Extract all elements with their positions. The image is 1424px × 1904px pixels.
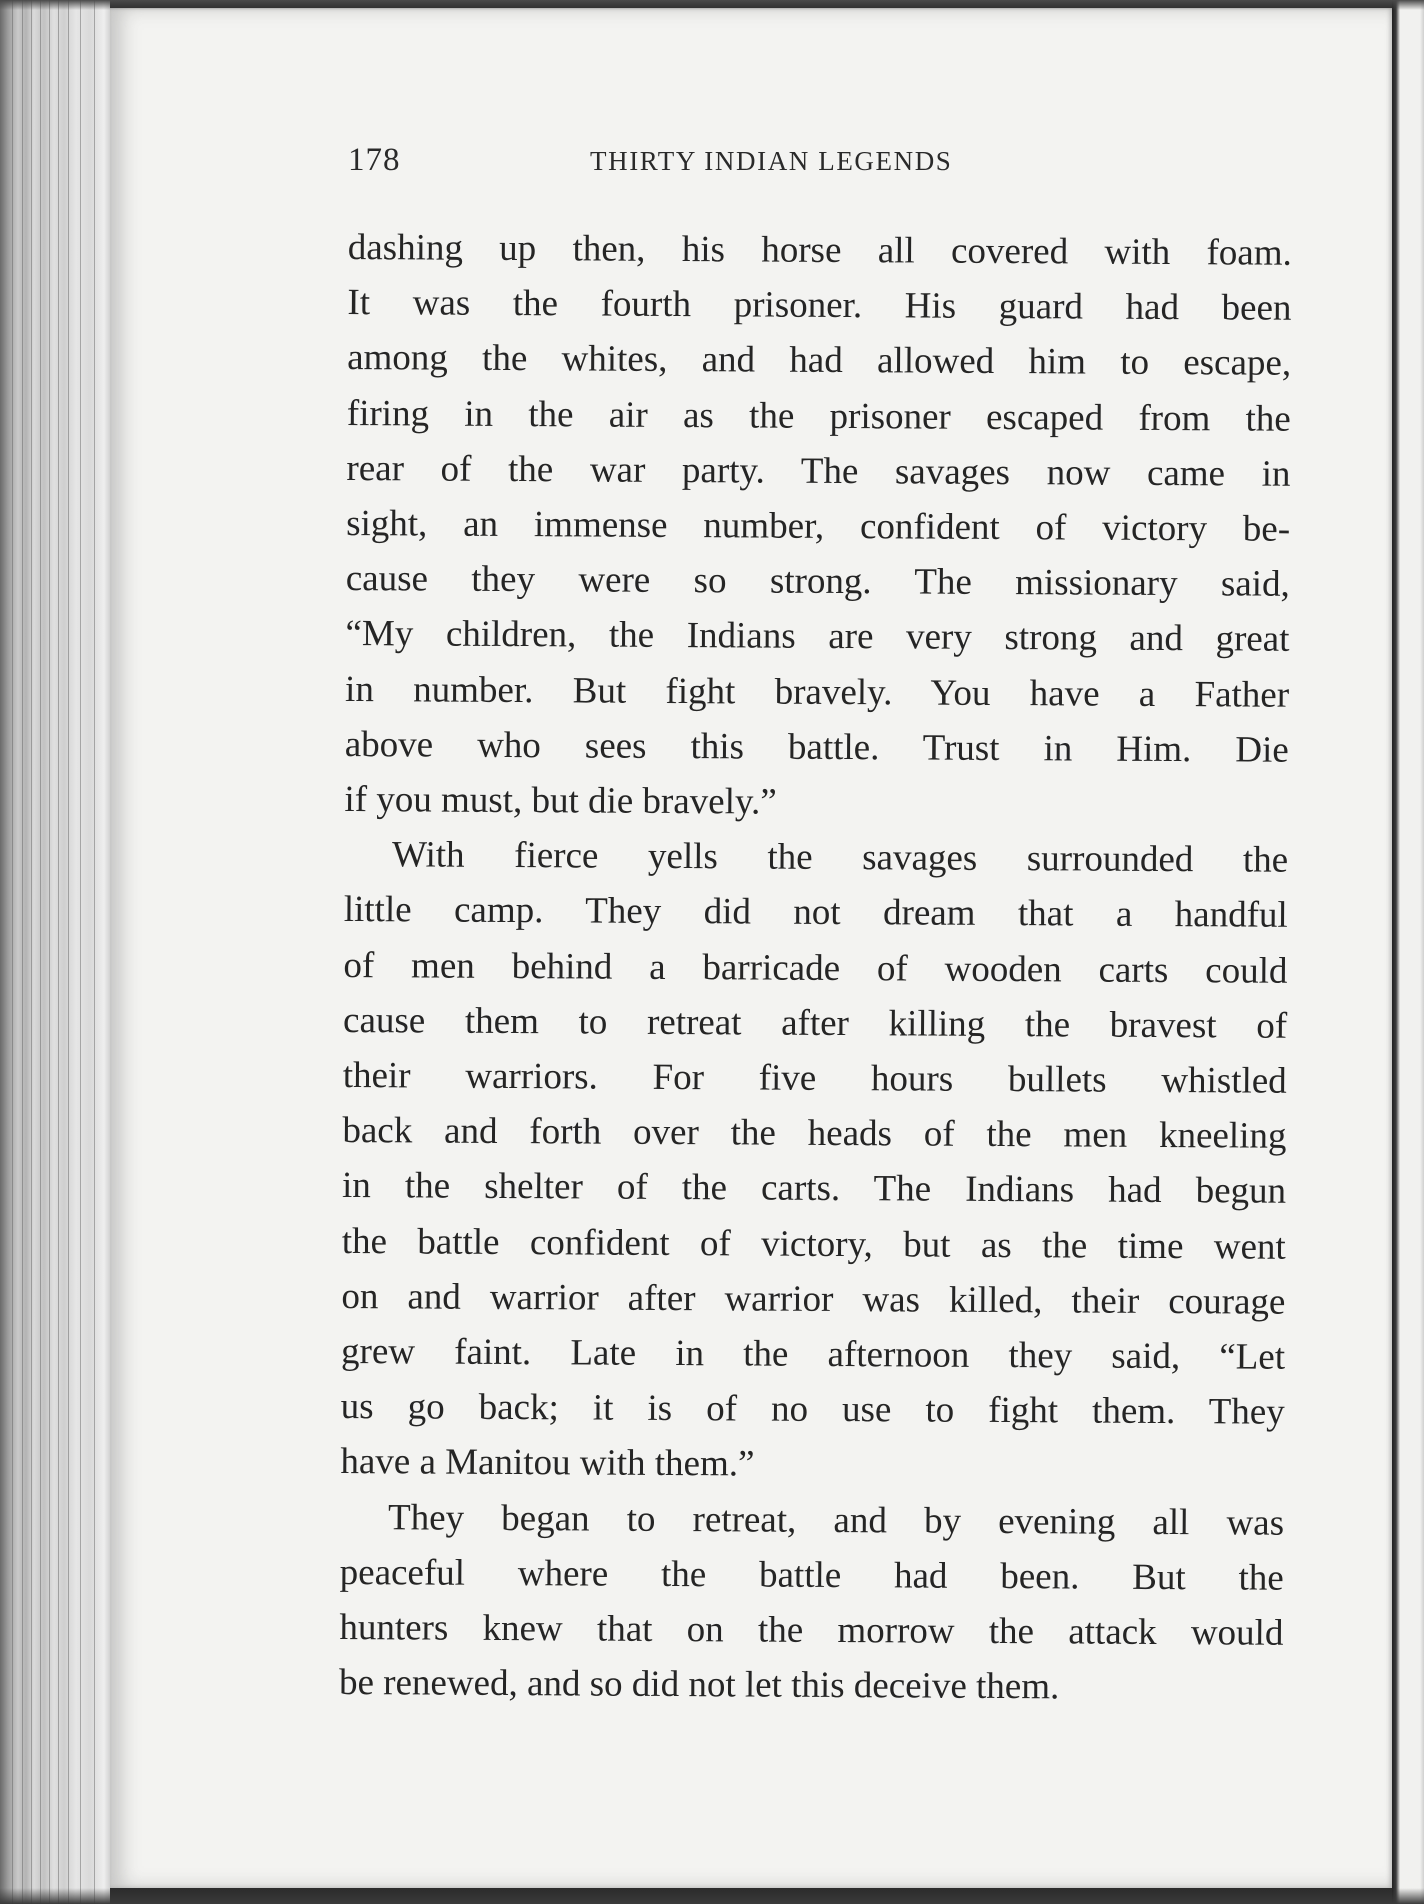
- paragraph-2: [340, 827, 1288, 1495]
- text-line: if you must, but die bravely.”: [344, 779, 777, 823]
- running-title: THIRTY INDIAN LEGENDS: [590, 146, 953, 176]
- text-line: hunters knew that on the morrow the attack would: [339, 1607, 1284, 1654]
- body-text: [339, 220, 1292, 1716]
- text-line: the battle confident of victory, but as the time went: [341, 1220, 1286, 1268]
- text-line: cause them to retreat after killing the bravest of: [342, 999, 1288, 1047]
- text-line: It was the fourth prisoner. His guard had been: [347, 282, 1292, 329]
- text-line: us go back; it is of no use to fight them. They: [340, 1386, 1285, 1434]
- text-line: their warriors. For five hours bullets whistled: [342, 1055, 1287, 1102]
- text-line: They began to retreat, and by evening all was: [387, 1496, 1285, 1544]
- text-line: have a Manitou with them.”: [340, 1441, 755, 1485]
- book-page-edges: [0, 0, 110, 1904]
- text-line: on and warrior after warrior was killed, their courage: [341, 1275, 1286, 1323]
- text-line: firing in the air as the prisoner escaped from the: [346, 392, 1291, 440]
- text-line: be renewed, and so did not let this deceive them.: [338, 1662, 1060, 1708]
- text-line: “My children, the Indians are very strong and great: [345, 613, 1290, 661]
- paragraph-1: [344, 220, 1292, 833]
- text-line: dashing up then, his horse all covered with foam.: [347, 226, 1292, 274]
- text-line: in the shelter of the carts. The Indians had begun: [341, 1165, 1287, 1213]
- text-line: in number. But fight bravely. You have a Father: [345, 668, 1290, 716]
- text-line: peaceful where the battle had been. But the: [339, 1551, 1284, 1599]
- text-line: of men behind a barricade of wooden carts could: [343, 944, 1288, 992]
- page-number: 178: [348, 142, 401, 178]
- text-line: With fierce yells the savages surrounded the: [391, 834, 1289, 881]
- text-line: little camp. They did not dream that a handful: [343, 889, 1288, 937]
- paragraph-3: [339, 1490, 1284, 1717]
- text-line: cause they were so strong. The missionary said,: [345, 558, 1290, 605]
- text-line: above who sees this battle. Trust in Him. Die: [344, 723, 1289, 771]
- right-page-edge: [1392, 0, 1424, 1904]
- text-line: sight, an immense number, confident of victory be-: [346, 503, 1291, 550]
- text-line: back and forth over the heads of the men kneeling: [342, 1110, 1287, 1157]
- running-head: [348, 142, 1292, 192]
- text-line: among the whites, and had allowed him to escape,: [347, 337, 1292, 385]
- text-line: rear of the war party. The savages now came in: [346, 447, 1291, 495]
- text-line: grew faint. Late in the afternoon they said, “Let: [340, 1331, 1286, 1378]
